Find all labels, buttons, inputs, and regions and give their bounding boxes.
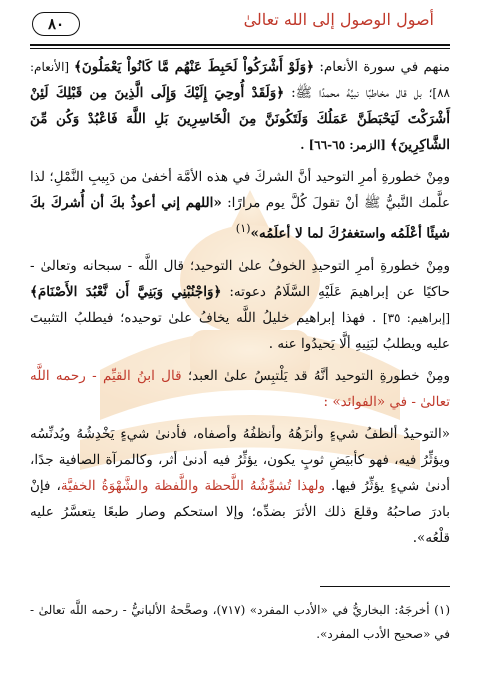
- quote-rest: ، فإنْ بادرَ صاحبُهُ وقلعَ ذلك الأثرَ بضدِّه؛ وإلا استحكم وصار طبعًا يتعسَّرُ عليه قلْعُه».: [30, 477, 450, 546]
- verse-reference-zumar: [الزمر: ٦٥-٦٦] .: [300, 138, 391, 152]
- p3-rest: . فهذا إبراهيم خليلُ اللَّه يخافُ علىٰ توحيده؛ فيطلبُ التثبيتَ عليه ويطلبُ لبَنِيهِ ألَّا يَحيدُوا عنه .: [30, 309, 450, 352]
- paragraph-3: [30, 253, 450, 357]
- running-title: أصول الوصول إلى الله تعالىٰ: [243, 10, 434, 29]
- paragraph-5: [30, 421, 450, 551]
- page-header: [30, 6, 450, 40]
- p2-text: ومِنْ خطورةِ أمرِ التوحيد أنَّ الشركَ في هذه الأمَّة أخفىٰ من دَبِيبِ النَّمْلِ؛ لذا علَّمك النَّبيُّ ﷺ أنْ تقولَ كُلَّ يوم مرارًا:: [30, 169, 450, 211]
- quran-verse-anam: ﴿وَلَوْ أَشْرَكُواْ لَحَبِطَ عَنْهُم مَّا كَانُواْ يَعْمَلُونَ﴾: [73, 59, 315, 75]
- paragraph-4: [30, 363, 450, 415]
- header-rule-thick: [30, 44, 450, 46]
- footnote-text: (١) أخرجَهُ: البخاريُّ في «الأدب المفرد» (٧١٧)، وصحَّحهُ الألبانيُّ - رحمه اللَّه تعالىٰ - في «صحيح الأدب المفرد».: [30, 603, 450, 641]
- p1-line2: بل قال مخاطبًا نبيَّهُ محمدًا ﷺ:: [284, 85, 422, 101]
- paragraph-2: [30, 164, 450, 247]
- footnote-marker[interactable]: (١): [235, 222, 251, 235]
- page-number-badge: ٨٠: [32, 12, 80, 36]
- quote-text: «التوحيدُ ألطفُ شيءٍ وأنزَهُهُ وأنظفُهُ وأصفاه، فأدنىٰ شيءٍ يَخْدِشُهُ ويُدنِّسُه ويؤثِّرُ فيه، فهو كأبيَضِ ثوبٍ يكون، يؤثِّرُ فيه أدنىٰ أثر، وكالمرآة الصافية جدًا، أدنىٰ شيءٍ يؤثِّرُ فيها.: [30, 425, 450, 494]
- hadith-supplication: «اللهم إني أعوذُ بكَ أن أُشركَ بكَ شيئًا أعْلَمُه واستغفرُكَ لما لا أعلَمُه»: [30, 195, 450, 242]
- quote-highlight: ولهذا تُشوِّشُهُ اللَّحظة واللَّفظة والشَّهْوَةُ الخفيَّة: [60, 477, 325, 494]
- p3-text: ومِنْ خطورةِ أمرِ التوحيدِ الخوفُ علىٰ التوحيد؛ قال اللَّه - سبحانه وتعالىٰ - حاكيًا عن إبراهيمَ عَلَيْهِ السَّلَامُ دعوته:: [30, 257, 450, 300]
- page-body: [30, 54, 450, 557]
- ibn-qayyim-citation: قال ابنُ القيِّم - رحمه اللَّه تعالىٰ - في «الفوائد» :: [30, 367, 450, 410]
- p4-text: ومِنْ خطورةِ التوحيد أنَّهُ قد يَلْتبِسُ علىٰ العبد؛: [181, 367, 450, 384]
- verse-reference-anam: [الأنعام: ٨٨]؛: [30, 60, 450, 100]
- quran-verse-ibrahim: ﴿وَاجْنُبْنِي وَبَنِيَّ أَن نَّعْبُدَ الأَصْنَامَ﴾: [30, 283, 222, 300]
- footnote-separator: [320, 586, 450, 587]
- quran-verse-zumar: ﴿وَلَقَدْ أُوحِيَ إِلَيْكَ وَإِلَى الَّذِينَ مِن قَبْلِكَ لَئِنْ أَشْرَكْتَ لَيَحْبَطَنَّ عَمَلُكَ وَلَتَكُونَنَّ مِنَ الْخَاسِرِينَ بَلِ اللَّهَ فَاعْبُدْ وَكُن مِّنَ الشَّاكِرِينَ﴾: [30, 85, 450, 153]
- footnote: [30, 598, 450, 646]
- header-rule-thin: [30, 48, 450, 49]
- p1-intro: منهم في سورة الأنعام:: [314, 59, 450, 75]
- verse-reference-ibrahim: [إبراهيم: ٣٥]: [382, 310, 450, 325]
- paragraph-1: [30, 54, 450, 158]
